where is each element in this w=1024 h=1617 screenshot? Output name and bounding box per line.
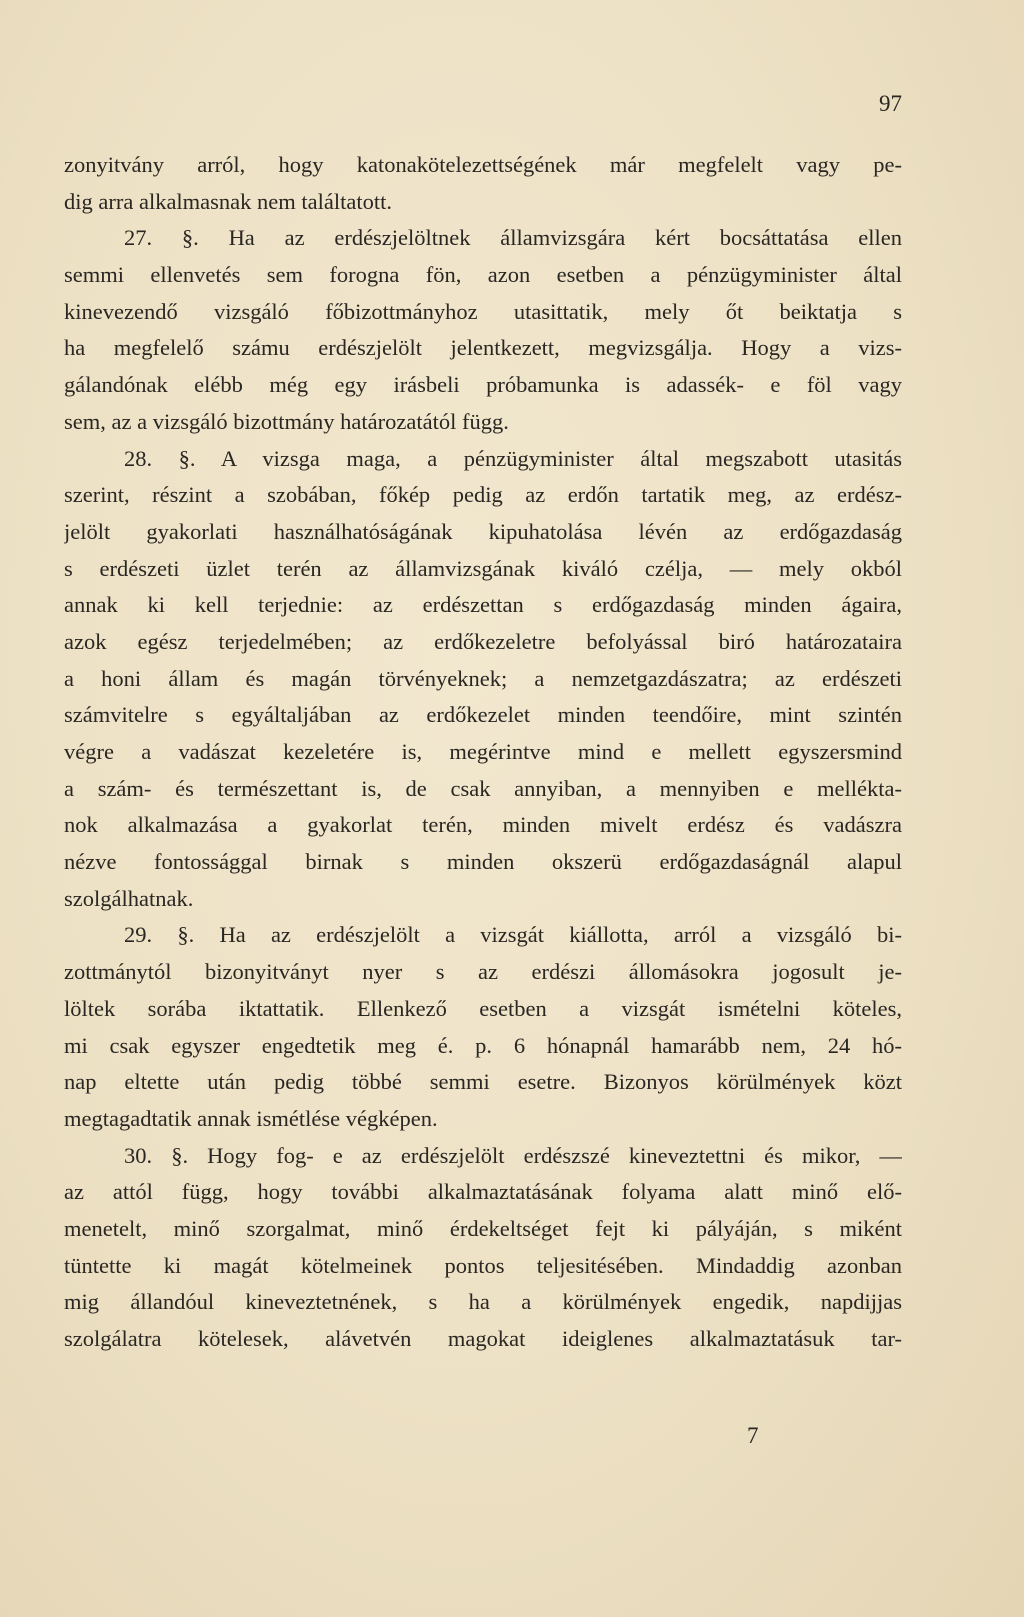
text-line: szerint, részint a szobában, főkép pedig az erdőn tartatik meg, az erdész-: [64, 482, 902, 508]
text-line: annak ki kell terjednie: az erdészettan s erdőgazdaság minden ágaira,: [64, 592, 902, 618]
text-line: jelölt gyakorlati használhatóságának kipuhatolása lévén az erdőgazdaság: [64, 518, 902, 544]
text-line: az attól függ, hogy további alkalmaztatásának folyama alatt minő elő-: [64, 1179, 902, 1205]
signature-mark: 7: [747, 1423, 759, 1448]
text-line: azok egész terjedelmében; az erdőkezeletre befolyással biró határozataira: [64, 628, 902, 654]
text-line: 28. §. A vizsga maga, a pénzügyminister által megszabott utasitás: [124, 445, 902, 471]
text-line: semmi ellenvetés sem forogna fön, azon esetben a pénzügyminister által: [64, 262, 902, 288]
text-line: löltek sorába iktattatik. Ellenkező esetben a vizsgát ismételni köteles,: [64, 995, 902, 1021]
text-line: dig arra alkalmasnak nem találtatott.: [64, 188, 392, 214]
text-line: mi csak egyszer engedtetik meg é. p. 6 hónapnál hamarább nem, 24 hó-: [64, 1032, 902, 1058]
text-line: mig állandóul kineveztetnének, s ha a körülmények engedik, napdijjas: [64, 1289, 902, 1315]
text-line: végre a vadászat kezeletére is, megérintve mind e mellett egyszersmind: [64, 739, 902, 764]
text-line: a honi állam és magán törvényeknek; a nemzetgazdászatra; az erdészeti: [64, 665, 902, 691]
body-text: [64, 147, 902, 1358]
text-line: tüntette ki magát kötelmeinek pontos teljesitésében. Mindaddig azonban: [64, 1252, 902, 1278]
page-number: 97: [879, 91, 902, 116]
text-line: megtagadtatik annak ismétlése végképen.: [64, 1105, 438, 1131]
text-line: menetelt, minő szorgalmat, minő érdekeltséget fejt ki pályáján, s miként: [64, 1215, 902, 1241]
text-line: s erdészeti üzlet terén az államvizsgának kiváló czélja, — mely okból: [64, 555, 902, 581]
text-line: zonyitvány arról, hogy katonakötelezettségének már megfelelt vagy pe-: [64, 152, 902, 177]
text-line: nézve fontossággal birnak s minden okszerü erdőgazdaságnál alapul: [64, 849, 902, 875]
text-line: 27. §. Ha az erdészjelöltnek államvizsgára kért bocsáttatása ellen: [124, 225, 902, 251]
text-line: ha megfelelő számu erdészjelölt jelentkezett, megvizsgálja. Hogy a vizs-: [64, 335, 902, 361]
text-line: 30. §. Hogy fog- e az erdészjelölt erdészszé kineveztettni és mikor, —: [124, 1142, 902, 1168]
text-line: a szám- és természettant is, de csak annyiban, a mennyiben e mellékta-: [64, 775, 902, 801]
text-line: gálandónak elébb még egy irásbeli próbamunka is adassék- e föl vagy: [64, 372, 902, 398]
text-line: számvitelre s egyáltaljában az erdőkezelet minden teendőire, mint szintén: [64, 702, 902, 728]
text-line: zottmánytól bizonyitványt nyer s az erdészi állomásokra jogosult je-: [64, 959, 902, 985]
text-line: nok alkalmazása a gyakorlat terén, minden mivelt erdész és vadászra: [64, 812, 902, 838]
text-line: szolgálhatnak.: [64, 885, 194, 911]
text-line: kinevezendő vizsgáló főbizottmányhoz utasittatik, mely őt beiktatja s: [64, 298, 902, 324]
text-line: 29. §. Ha az erdészjelölt a vizsgát kiállotta, arról a vizsgáló bi-: [124, 922, 902, 948]
text-line: szolgálatra kötelesek, alávetvén magokat ideiglenes alkalmaztatásuk tar-: [64, 1326, 902, 1351]
text-line: sem, az a vizsgáló bizottmány határozatától függ.: [64, 408, 509, 434]
text-line: nap eltette után pedig többé semmi esetre. Bizonyos körülmények közt: [64, 1069, 902, 1095]
